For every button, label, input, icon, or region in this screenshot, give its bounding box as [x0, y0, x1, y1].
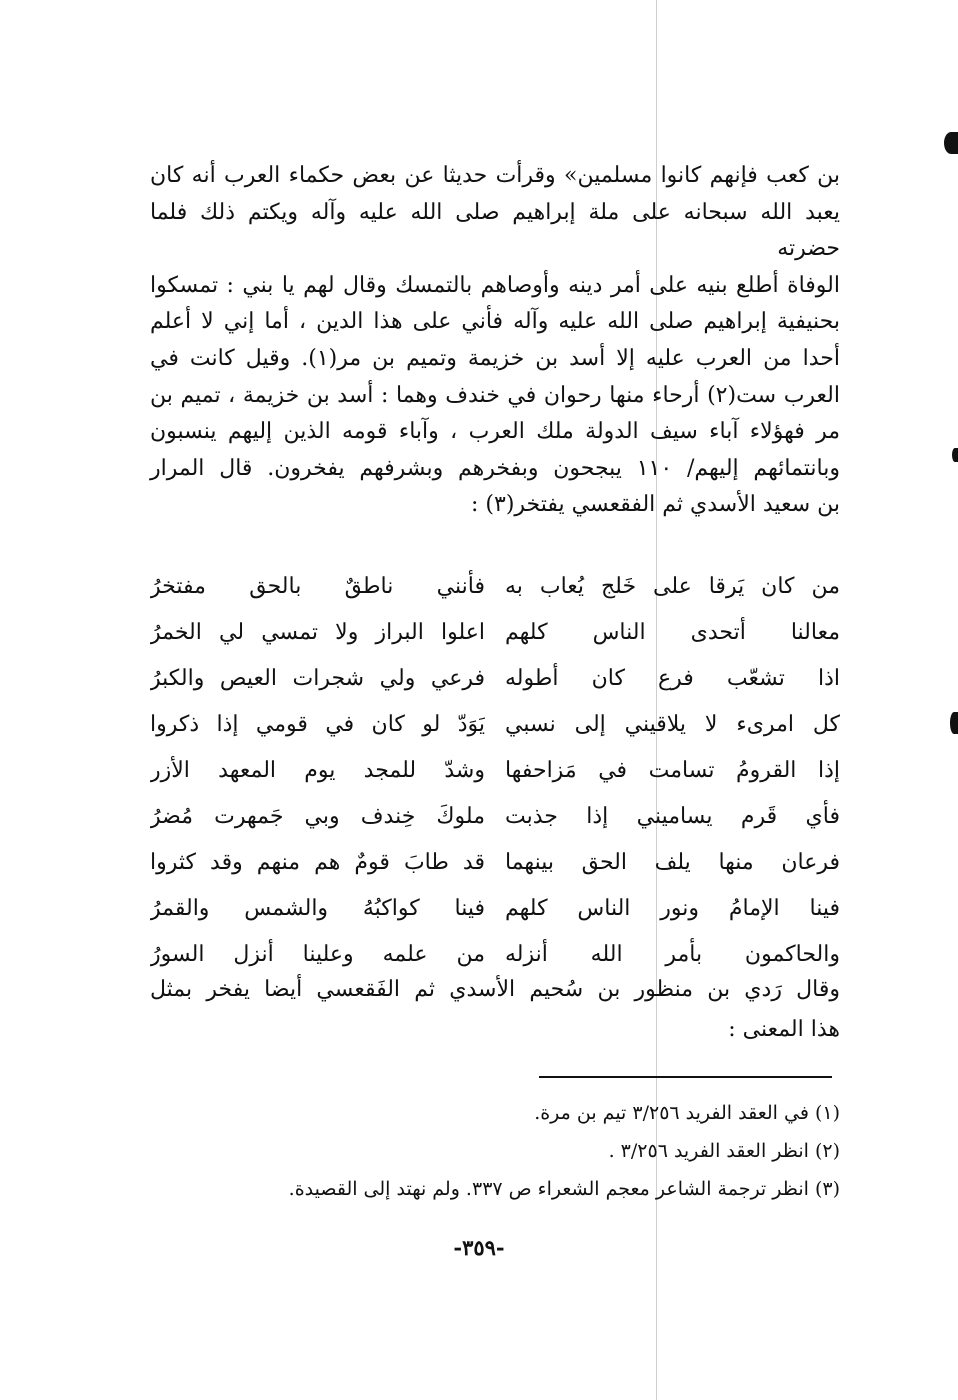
prose-line: يعبد الله سبحانه على ملة إبراهيم صلى الله عليه وآله ويكتم ذلك فلما حضرته — [150, 199, 840, 262]
poem — [150, 564, 840, 978]
scan-edge-mark-lower — [950, 712, 958, 734]
scan-edge-mark-middle — [952, 448, 958, 462]
scan-edge-mark-top — [944, 132, 958, 154]
verse-line — [150, 702, 840, 748]
verse-line — [150, 748, 840, 794]
footnote: (٢) انظر العقد الفريد ٣/٢٥٦ . — [608, 1140, 840, 1162]
verse-first-hemistich: اذا تشعّب فرع كان أطوله — [505, 666, 840, 691]
verse-second-hemistich: وشدّ للمجد يوم المعهد الأزر — [150, 758, 485, 783]
verse-second-hemistich: ملوكَ خِندف وبي جَمهرت مُضرُ — [150, 804, 485, 829]
prose-line: أحدا من العرب عليه إلا أسد بن خزيمة وتميم بن مر(١). وقيل كانت في — [150, 345, 840, 371]
prose-line: بن كعب فإنهم كانوا مسلمين» وقرأت حديثا عن بعض حكماء العرب أنه كان — [150, 163, 840, 188]
prose-line: العرب ست(٢) أرحاء منها رحوان في خندف وهما : أسد بن خزيمة ، تميم بن — [150, 382, 840, 408]
footnote: (٣) انظر ترجمة الشاعر معجم الشعراء ص ٣٣٧. ولم نهتد إلى القصيدة. — [288, 1178, 840, 1200]
verse-first-hemistich: فينا الإمامُ ونور الناس كلهم — [505, 896, 840, 921]
verse-first-hemistich: والحاكمون بأمر الله أنزله — [505, 942, 840, 967]
verse-line — [150, 656, 840, 702]
body-text — [150, 158, 840, 524]
verse-second-hemistich: قد طابَ قومٌ هم منهم وقد كثروا — [150, 850, 485, 875]
footnote: (١) في العقد الفريد ٣/٢٥٦ تيم بن مرة. — [534, 1102, 840, 1124]
closing-paragraph — [150, 970, 840, 1050]
verse-second-hemistich: اعلوا البراز ولا تمسي لي الخمرُ — [150, 620, 485, 645]
prose-line: الوفاة أطلع بنيه على أمر دينه وأوصاهم بالتمسك وقال لهم يا بني : تمسكوا — [150, 272, 840, 298]
verse-first-hemistich: فأي قَرم يساميني إذا جذبت — [505, 804, 840, 829]
prose-line: مر فهؤلاء آباء سيف الدولة ملك العرب ، وآباء قومه الذين إليهم ينسبون — [150, 419, 840, 445]
verse-first-hemistich: معالنا أتحدى الناس كلهم — [505, 620, 840, 645]
verse-line — [150, 564, 840, 610]
footnotes — [150, 1094, 840, 1208]
verse-first-hemistich: إذا القرومُ تسامت في مَزاحفها — [505, 758, 840, 783]
prose-line: وبانتمائهم إليهم/ ١١٠ يبجحون وبفخرهم وبشرفهم يفخرون. قال المرار — [150, 455, 840, 481]
verse-line — [150, 794, 840, 840]
verse-second-hemistich: يَوَدّ لو كان في قومي إذا ذكروا — [150, 712, 485, 737]
verse-line — [150, 886, 840, 932]
closing-line: هذا المعنى : — [728, 1017, 840, 1042]
verse-first-hemistich: فرعان منها يلف الحق بينهما — [505, 850, 840, 875]
closing-line: وقال رَدي بن منظور بن سُحيم الأسدي ثم الفَقعسي أيضا يفخر بمثل — [150, 977, 840, 1002]
prose-line: بحنيفية إبراهيم صلى الله عليه وآله فأني على هذا الدين ، أما إني لا أعلم — [150, 309, 840, 335]
verse-first-hemistich: من كان يَرقا على خَلج يُعاب به — [505, 574, 840, 599]
prose-line: بن سعيد الأسدي ثم الفقعسي يفتخر(٣) : — [471, 492, 840, 518]
verse-second-hemistich: من علمه وعلينا أنزل السورُ — [150, 942, 485, 967]
verse-first-hemistich: كل امرىء لا يلاقيني إلى نسبي — [505, 712, 840, 737]
footnote-separator — [539, 1076, 832, 1078]
verse-line — [150, 840, 840, 886]
verse-second-hemistich: فأنني ناطقٌ بالحق مفتخرُ — [150, 574, 485, 599]
verse-line — [150, 610, 840, 656]
verse-second-hemistich: فينا كواكبُهُ والشمس والقمرُ — [150, 896, 485, 921]
page-number: -٣٥٩- — [453, 1235, 505, 1260]
verse-second-hemistich: فرعي ولي شجرات العيص والكبرُ — [150, 666, 485, 691]
